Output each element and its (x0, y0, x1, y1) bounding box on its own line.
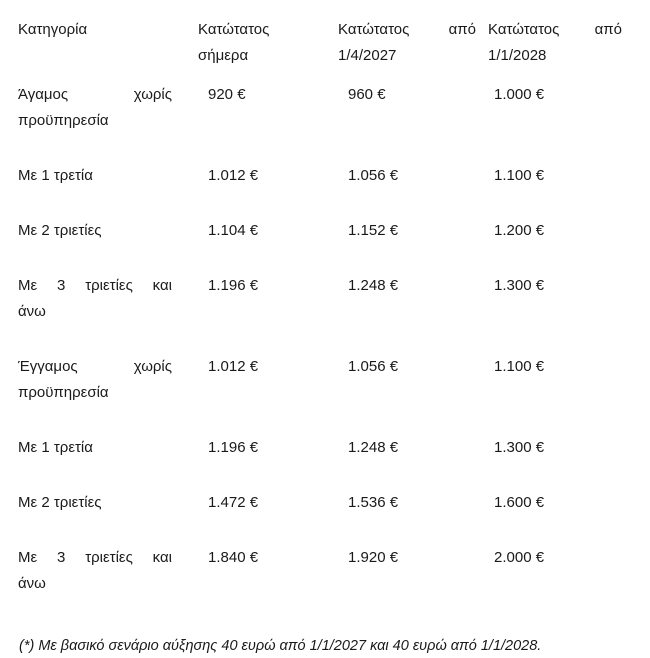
cell-from-2027: 1.920 € (348, 549, 399, 566)
header-from-2027-line1: Κατώτατος από (338, 21, 476, 38)
cell-from-2027: 960 € (348, 86, 386, 103)
cell-category: Με 1 τρετία (18, 439, 93, 456)
header-category-label: Κατηγορία (18, 21, 88, 38)
cell-today: 1.840 € (208, 549, 259, 566)
cell-today: 1.012 € (208, 358, 259, 375)
cell-from-2027: 1.056 € (348, 167, 399, 184)
table-header (0, 0, 648, 82)
header-from-2028-line2: 1/1/2028 (488, 47, 547, 64)
cell-category: Με 3 τριετίες και άνω (18, 277, 172, 320)
header-today-line2: σήμερα (198, 47, 249, 64)
header-category (0, 0, 198, 82)
cell-from-2027: 1.152 € (348, 222, 399, 239)
cell-today: 920 € (208, 86, 246, 103)
table-row (0, 273, 648, 354)
header-from-2028 (486, 0, 648, 82)
cell-from-2028: 1.000 € (494, 86, 545, 103)
header-today-line1: Κατώτατος (198, 21, 270, 38)
header-from-2027-line2: 1/4/2027 (338, 47, 397, 64)
table-row (0, 354, 648, 435)
cell-today: 1.104 € (208, 222, 259, 239)
header-from-2028-line1: Κατώτατος από (488, 21, 622, 38)
cell-today: 1.472 € (208, 494, 259, 511)
cell-from-2028: 2.000 € (494, 549, 545, 566)
cell-from-2027: 1.056 € (348, 358, 399, 375)
table-row (0, 163, 648, 218)
cell-from-2027: 1.248 € (348, 277, 399, 294)
cell-today: 1.012 € (208, 167, 259, 184)
cell-from-2028: 1.600 € (494, 494, 545, 511)
cell-category: Με 2 τριετίες (18, 222, 102, 239)
header-today (198, 0, 338, 82)
cell-from-2027: 1.248 € (348, 439, 399, 456)
table-body (0, 82, 648, 626)
table-row (0, 435, 648, 490)
cell-category: Με 2 τριετίες (18, 494, 102, 511)
cell-from-2028: 1.100 € (494, 167, 545, 184)
cell-from-2028: 1.200 € (494, 222, 545, 239)
table-row (0, 490, 648, 545)
table-row (0, 82, 648, 163)
cell-today: 1.196 € (208, 277, 259, 294)
cell-category: Έγγαμος χωρίς προϋπηρεσία (18, 358, 172, 401)
header-from-2027 (338, 0, 486, 82)
cell-category: Με 3 τριετίες και άνω (18, 549, 172, 592)
footnote: (*) Με βασικό σενάριο αύξησης 40 ευρώ από 1/1/2027 και 40 ευρώ από 1/1/2028. (19, 638, 542, 654)
table-row (0, 545, 648, 626)
header-row (0, 0, 648, 82)
cell-from-2028: 1.300 € (494, 277, 545, 294)
table-row (0, 218, 648, 273)
cell-category: Άγαμος χωρίς προϋπηρεσία (18, 86, 172, 129)
cell-today: 1.196 € (208, 439, 259, 456)
cell-category: Με 1 τρετία (18, 167, 93, 184)
cell-from-2028: 1.100 € (494, 358, 545, 375)
cell-from-2028: 1.300 € (494, 439, 545, 456)
cell-from-2027: 1.536 € (348, 494, 399, 511)
